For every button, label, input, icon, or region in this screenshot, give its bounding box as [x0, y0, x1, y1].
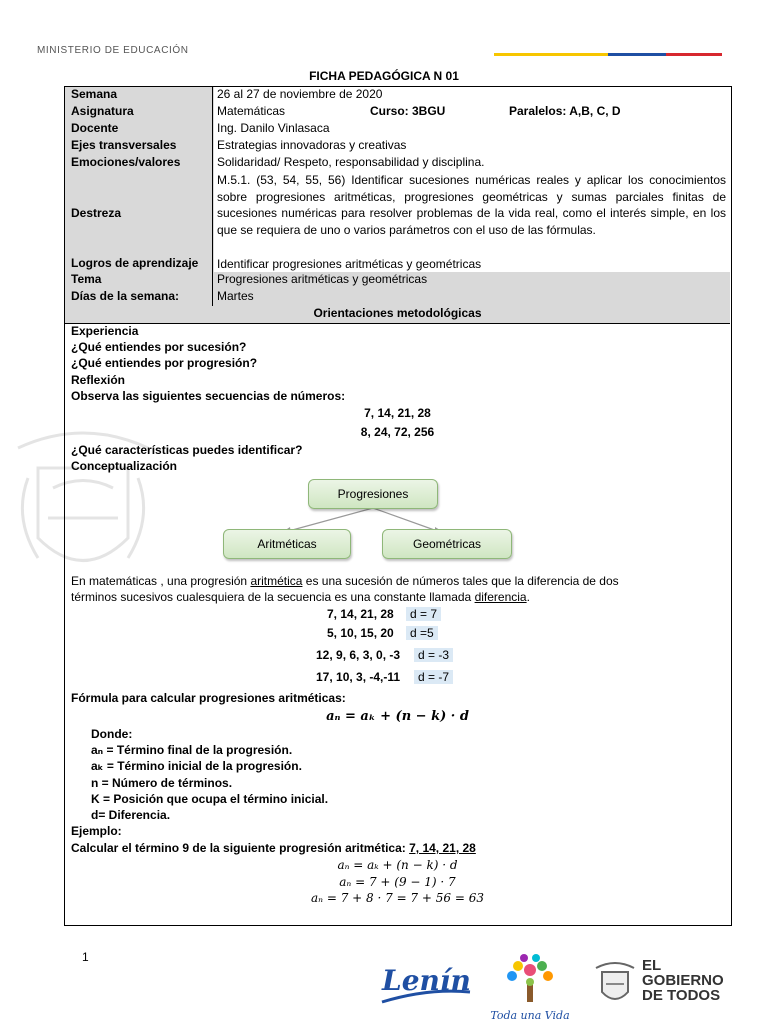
example-diff-1: d = 7 [406, 607, 441, 621]
curso-value: Curso: 3BGU [370, 104, 446, 118]
formula-main: aₙ = aₖ + (n − k) · d [326, 709, 469, 724]
reflexion-heading: Reflexión [71, 373, 126, 387]
ministry-header: MINISTERIO DE EDUCACIÓN [37, 45, 189, 56]
calc-step-2: aₙ = 7 + (9 − 1) · 7 [339, 875, 456, 889]
sequence-1: 7, 14, 21, 28 [364, 406, 431, 420]
tema-label: Tema [65, 272, 213, 289]
flag-stripe-yellow [494, 53, 608, 56]
docente-value: Ing. Danilo Vinlasaca [214, 121, 730, 138]
calc-sequence: 7, 14, 21, 28 [409, 841, 476, 855]
destreza-value: M.5.1. (53, 54, 55, 56) Identificar sucesiones numéricas reales y aplicar los conocimientos sobre progresiones aritméticas, progresiones geométricas y sumas parciales finitas de sucesiones numéricas para resolver problemas de la vida real, como el interés simple, en los que se requiera de uno o varios parámetros con el uso de las fórmulas. [217, 173, 726, 237]
question-caracteristicas: ¿Qué características puedes identificar? [71, 443, 303, 457]
experiencia-heading: Experiencia [71, 324, 139, 338]
def-ak: aₖ = Término inicial de la progresión. [91, 759, 302, 773]
tree-icon [488, 952, 572, 1004]
question-sucesion: ¿Qué entiendes por sucesión? [71, 340, 247, 354]
formula-title: Fórmula para calcular progresiones aritméticas: [71, 691, 346, 705]
example-seq-2: 5, 10, 15, 20 [327, 626, 394, 640]
dias-value: Martes [217, 289, 254, 303]
definition-text-3: términos sucesivos cualesquiera de la secuencia es una constante llamada [71, 590, 475, 604]
semana-value: 26 al 27 de noviembre de 2020 [214, 87, 730, 104]
example-seq-1: 7, 14, 21, 28 [327, 607, 394, 621]
diagram-node-progresiones: Progresiones [308, 479, 438, 509]
link-aritmetica[interactable]: aritmética [250, 574, 303, 588]
page-number: 1 [82, 950, 89, 964]
ejes-value: Estrategias innovadoras y creativas [214, 138, 730, 155]
flag-stripe-blue [608, 53, 666, 56]
donde-label: Donde: [91, 727, 133, 741]
ejes-label: Ejes transversales [65, 138, 213, 155]
question-progresion: ¿Qué entiendes por progresión? [71, 356, 258, 370]
logros-label: Logros de aprendizaje [71, 256, 199, 270]
gobierno-text-3: DE TODOS [642, 987, 721, 1004]
def-k: K = Posición que ocupa el término inicial. [91, 792, 329, 806]
example-seq-3: 12, 9, 6, 3, 0, -3 [316, 648, 401, 662]
definition-text-1: En matemáticas , una progresión [71, 574, 251, 588]
example-diff-3: d = -3 [414, 648, 453, 662]
gobierno-text-1: EL [642, 957, 662, 974]
destreza-label: Destreza [71, 206, 122, 220]
example-seq-4: 17, 10, 3, -4,-11 [316, 670, 401, 684]
def-d: d= Diferencia. [91, 808, 171, 822]
calc-text: Calcular el término 9 de la siguiente progresión aritmética: [71, 841, 410, 855]
paralelos-value: Paralelos: A,B, C, D [509, 104, 621, 118]
pedagogical-sheet [64, 86, 732, 926]
semana-label: Semana [65, 87, 213, 104]
ecuador-shield-icon [592, 958, 638, 1008]
example-diff-2: d =5 [406, 626, 438, 640]
calc-step-3: aₙ = 7 + 8 · 7 = 7 + 56 = 63 [311, 891, 484, 905]
page-title: FICHA PEDAGÓGICA N 01 [309, 69, 459, 83]
toda-una-vida-text: Toda una Vida [490, 1009, 570, 1022]
flag-stripe-red [666, 53, 722, 56]
definition-line-2 [71, 590, 530, 604]
logros-value: Identificar progresiones aritméticas y geométricas [217, 257, 482, 271]
calc-line [71, 841, 476, 855]
lenin-logo [378, 962, 474, 1010]
gobierno-logo [592, 958, 732, 1010]
asignatura-label: Asignatura [65, 104, 213, 121]
def-an: aₙ = Término final de la progresión. [91, 743, 293, 757]
lenin-logo-text: Lenín [382, 964, 471, 997]
emociones-value: Solidaridad/ Respeto, responsabilidad y disciplina. [214, 155, 730, 172]
gobierno-text-2: GOBIERNO [642, 972, 724, 989]
definition-line-1 [71, 574, 619, 588]
orientaciones-heading: Orientaciones metodológicas [65, 306, 730, 324]
conceptualizacion-heading: Conceptualización [71, 459, 178, 473]
emociones-label: Emociones/valores [65, 155, 213, 172]
definition-text-2: es una sucesión de números tales que la diferencia de dos [302, 574, 619, 588]
calc-step-1: aₙ = aₖ + (n − k) · d [337, 858, 458, 872]
observa-text: Observa las siguientes secuencias de números: [71, 389, 346, 403]
sequence-2: 8, 24, 72, 256 [360, 425, 435, 439]
link-diferencia[interactable]: diferencia [474, 590, 527, 604]
def-n: n = Número de términos. [91, 776, 233, 790]
diagram-node-geometricas: Geométricas [382, 529, 512, 559]
toda-una-vida-logo [488, 952, 572, 1022]
asignatura-value: Matemáticas [217, 104, 286, 118]
diagram-node-aritmeticas: Aritméticas [223, 529, 351, 559]
ejemplo-heading: Ejemplo: [71, 824, 122, 838]
dias-label: Días de la semana: [65, 289, 213, 306]
example-diff-4: d = -7 [414, 670, 453, 684]
definition-text-4: . [526, 590, 530, 604]
docente-label: Docente [65, 121, 213, 138]
tema-value: Progresiones aritméticas y geométricas [217, 272, 428, 286]
